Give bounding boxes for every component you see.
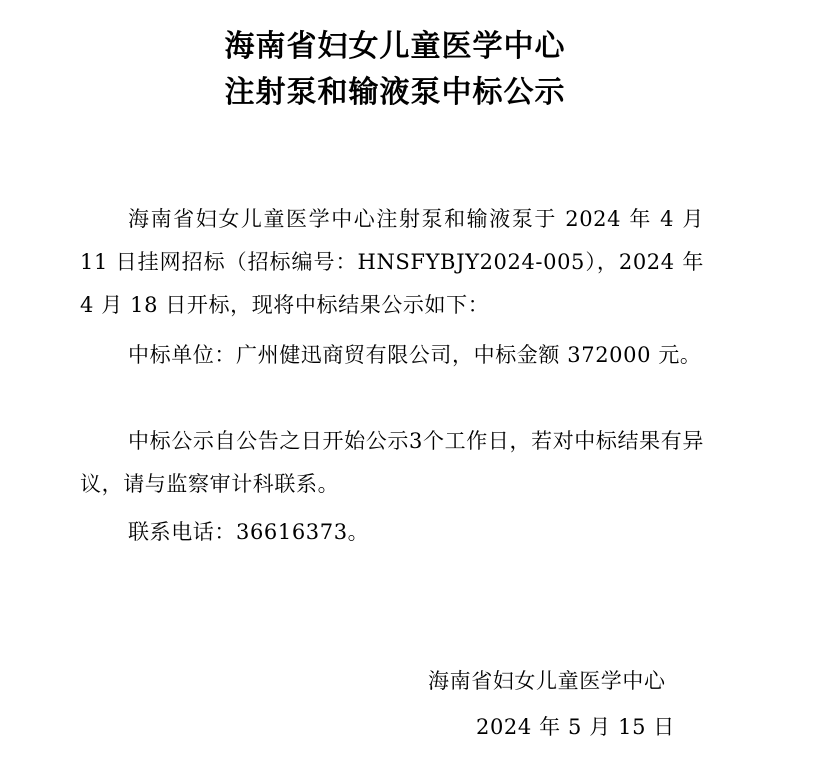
signature-organization: 海南省妇女儿童医学中心 [428,669,666,693]
document-title-line-2: 注射泵和输液泵中标公示 [224,75,566,110]
paragraph-contact-phone: 联系电话：36616373。 [128,520,370,544]
paragraph-winning-bidder: 中标单位：广州健迅商贸有限公司，中标金额 372000 元。 [128,343,702,367]
paragraph-bidding-info: 海南省妇女儿童医学中心注射泵和输液泵于 2024 年 4 月 11 日挂网招标（招标编号：HNSFYBJY2024-005），2024 年 4 月 18 日开标，现将中标结果公示如下： [80,207,704,317]
paragraph-objection-notice: 中标公示自公告之日开始公示3个工作日，若对中标结果有异议，请与监察审计科联系。 [80,429,704,496]
document-title-line-1: 海南省妇女儿童医学中心 [224,29,566,64]
signature-date: 2024 年 5 月 15 日 [476,715,675,739]
